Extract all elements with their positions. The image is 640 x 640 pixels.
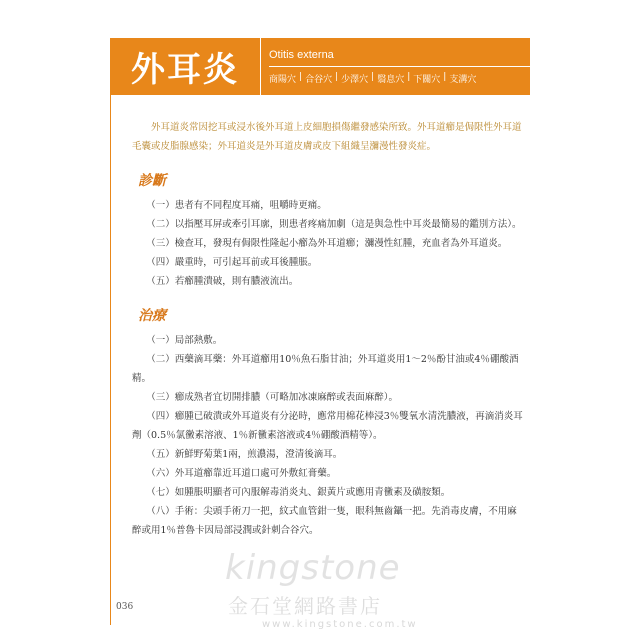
watermark-logo: kingstone [225, 548, 401, 588]
treatment-item: （二）西藥滴耳藥：外耳道癤用10％魚石脂甘油；外耳道炎用1～2％酚甘油或4％硼酸酒精。 [132, 354, 519, 384]
separator: | [335, 71, 339, 82]
diagnosis-heading: 診斷 [138, 173, 166, 189]
intro-paragraph: 外耳道炎常因挖耳或浸水後外耳道上皮細胞損傷繼發感染所致。外耳道癤是侷限性外耳道毛囊或皮脂腺感染；外耳道炎是外耳道皮膚或皮下組織呈瀰漫性發炎症。 [132, 122, 522, 152]
acupoint-item: 少澤穴 [341, 74, 369, 85]
separator: | [407, 71, 411, 82]
treatment-item: （六）外耳道癤靠近耳道口處可外敷紅膏藥。 [146, 468, 337, 479]
treatment-item: （四）癤腫已破潰或外耳道炎有分泌時，應常用棉花棒浸3％雙氧水清洗膿液，再滴消炎耳劑（0.5％氯黴素溶液、1％新黴素溶液或4％硼酸酒精等）。 [132, 411, 523, 441]
acupoint-list [269, 72, 530, 85]
title-box [110, 38, 261, 95]
separator: | [443, 71, 447, 82]
page-number: 036 [116, 602, 134, 612]
treatment-heading: 治療 [138, 308, 166, 324]
section-gap [132, 291, 524, 305]
acupoint-item: 合谷穴 [305, 74, 333, 85]
treatment-item: （三）癤成熟者宜切開排膿（可略加冰凍麻醉或表面麻醉）。 [146, 392, 399, 403]
diagnosis-item: （二）以指壓耳屏或牽引耳廓，則患者疼痛加劇（這是與急性中耳炎最簡易的鑑別方法）。 [146, 219, 522, 230]
diagnosis-item: （四）嚴重時，可引起耳前或耳後腫脹。 [146, 257, 318, 268]
english-title: Otitis externa [269, 49, 530, 67]
acupoint-item: 商陽穴 [269, 74, 297, 85]
chapter-title: 外耳炎 [131, 50, 239, 90]
header-info [261, 38, 530, 95]
treatment-item: （八）手術：尖頭手術刀一把，紋式血管鉗一隻，眼科無齒鑷一把。先消毒皮膚，不用麻醉或用1％普魯卡因局部浸潤或針刺合谷穴。 [132, 506, 517, 536]
acupoint-item: 下關穴 [413, 74, 441, 85]
acupoint-item: 支溝穴 [449, 74, 477, 85]
treatment-item: （五）新鮮野菊葉1兩，煎濃湯，澄清後滴耳。 [146, 449, 343, 460]
diagnosis-item: （三）檢查耳，發現有侷限性隆起小癤為外耳道癤；瀰漫性紅腫，充血者為外耳道炎。 [146, 238, 508, 249]
chapter-header [110, 38, 530, 95]
watermark-store-name: 金石堂網路書店 [228, 594, 382, 618]
watermark-url: www.kingstone.com.tw [262, 619, 418, 630]
treatment-item: （七）如腫脹明顯者可內服解毒消炎丸、銀黃片或應用青黴素及磺胺類。 [146, 487, 451, 498]
diagnosis-item: （五）若癤腫潰破，則有膿液流出。 [146, 276, 299, 287]
page-content [132, 118, 524, 540]
page-frame-line [110, 95, 111, 625]
separator: | [299, 71, 303, 82]
acupoint-item: 翳息穴 [377, 74, 405, 85]
diagnosis-item: （一）患者有不同程度耳痛，咀嚼時更痛。 [146, 200, 327, 211]
separator: | [371, 71, 375, 82]
treatment-item: （一）局部熱敷。 [146, 335, 223, 346]
